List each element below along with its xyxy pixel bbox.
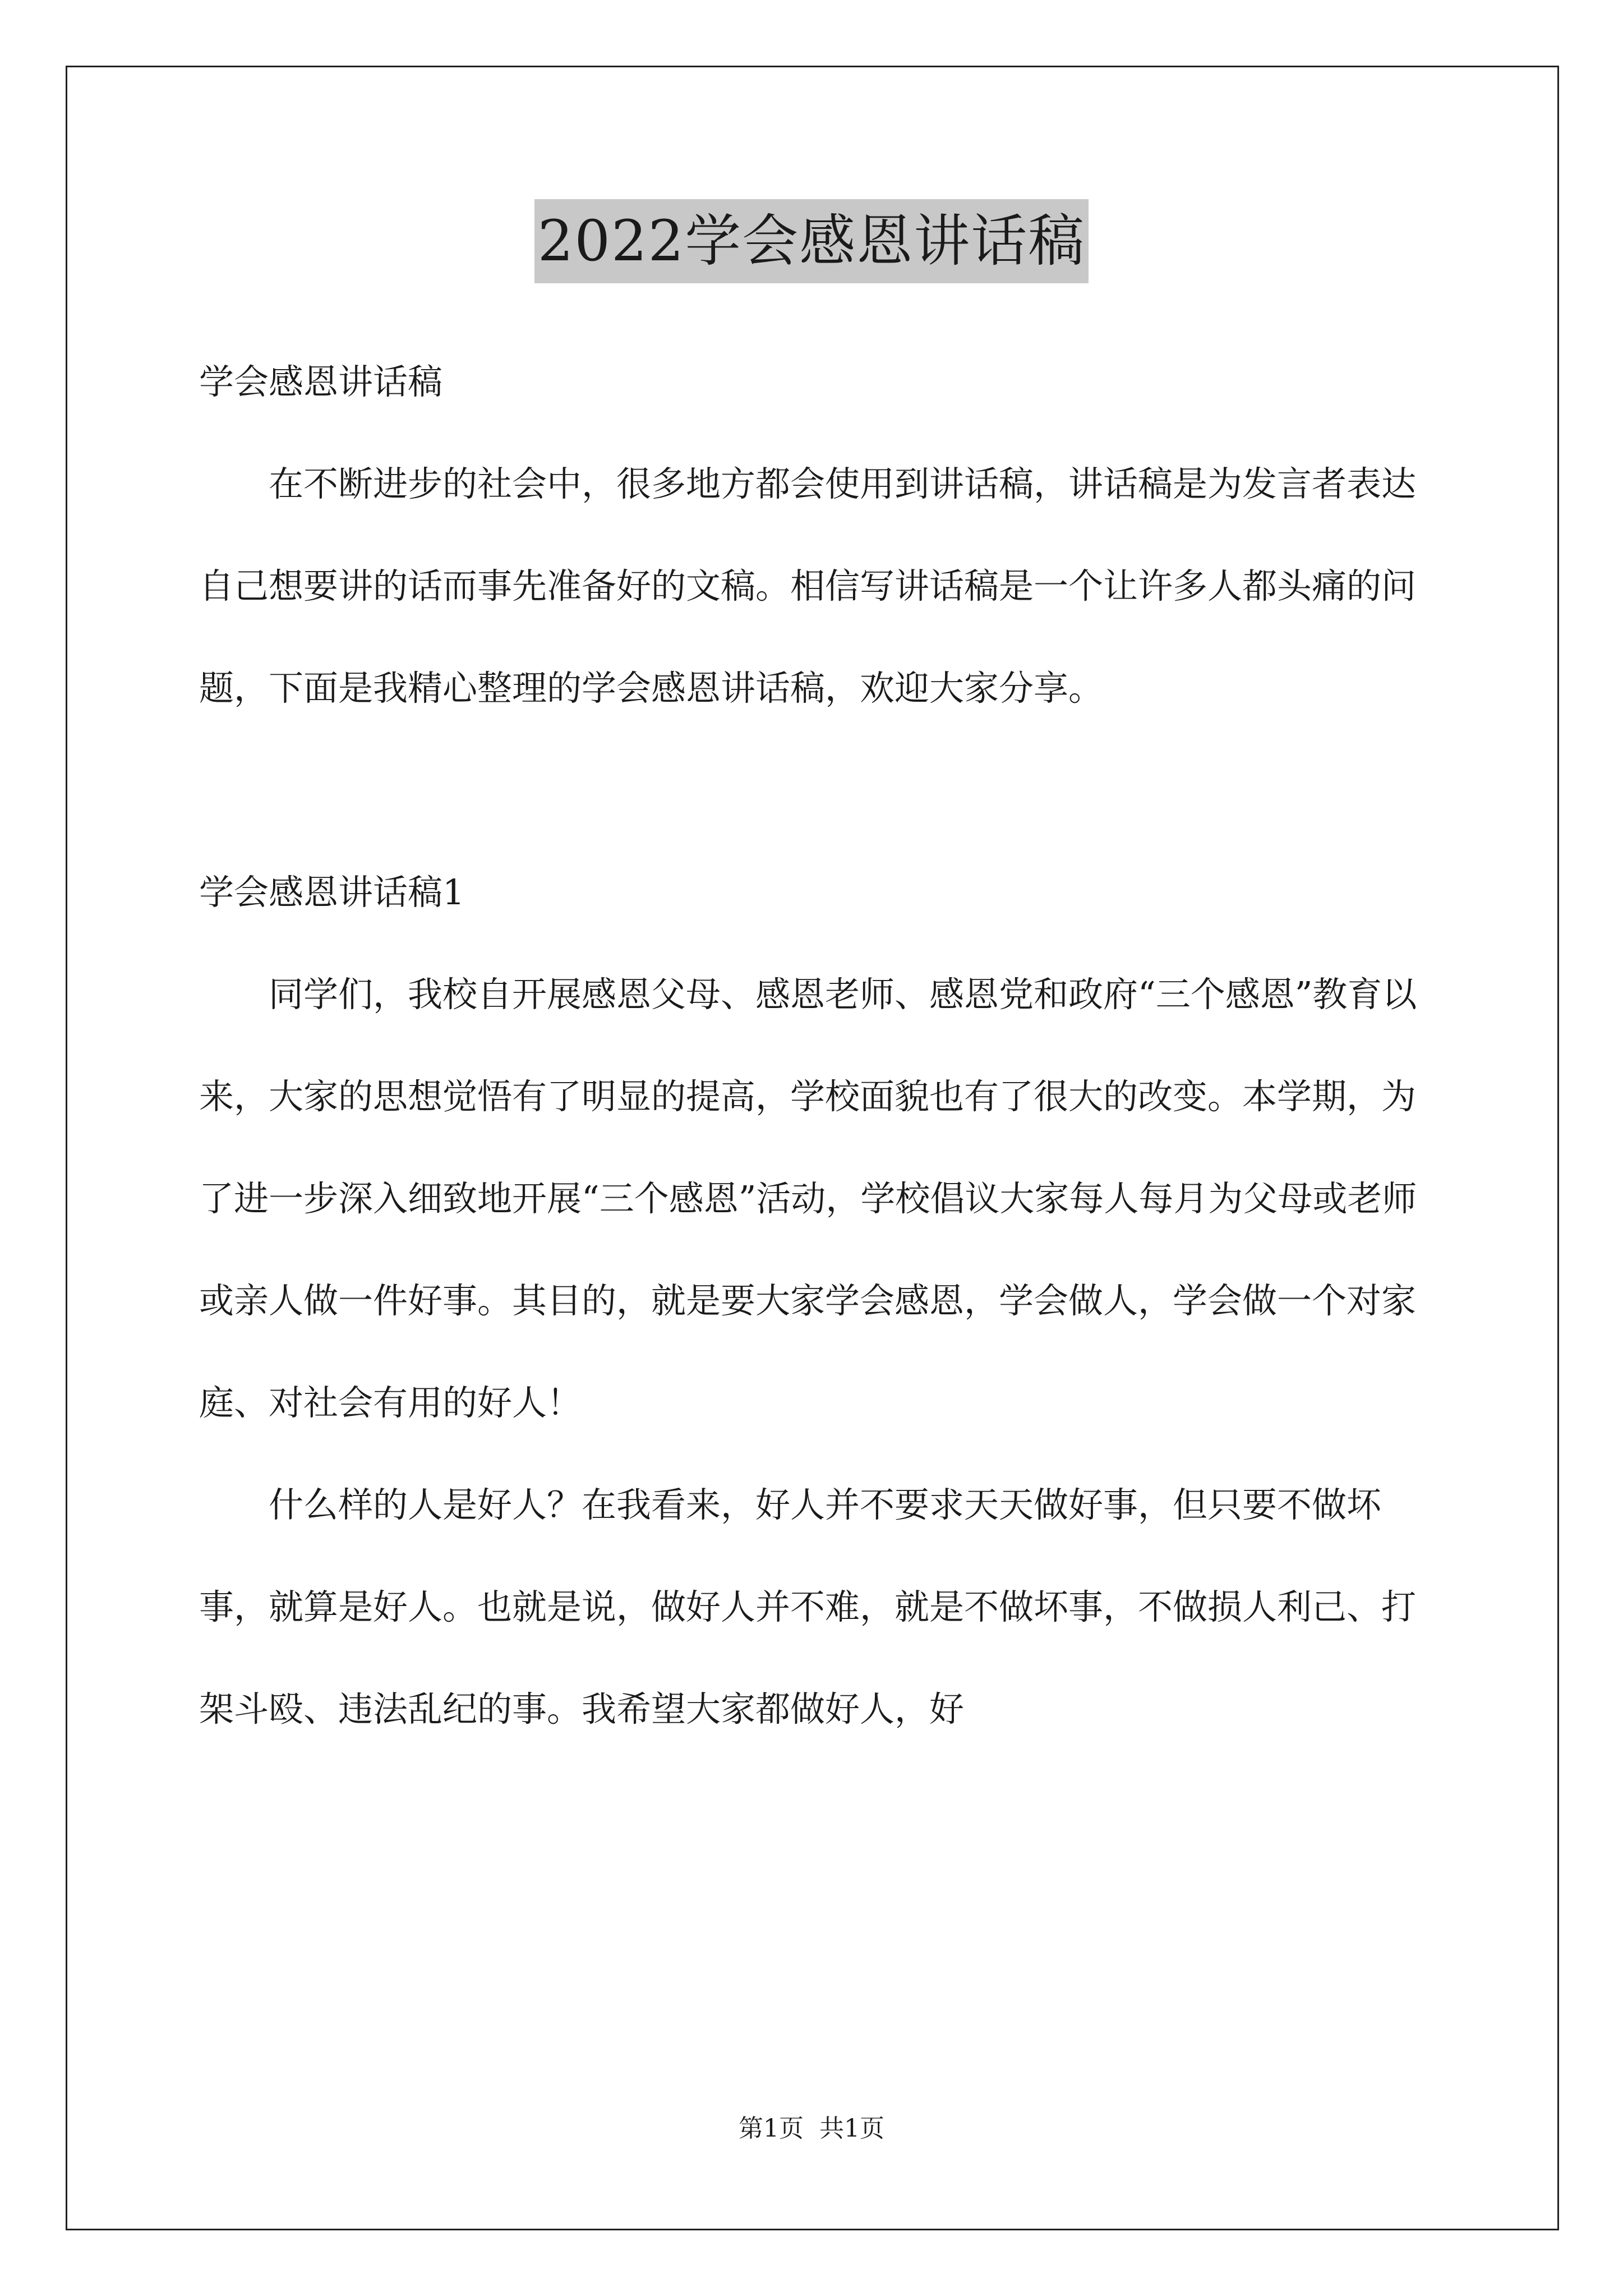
page-total: 共1页 [819, 2114, 884, 2143]
spacer [199, 739, 1427, 841]
paragraph: 什么样的人是好人？在我看来，好人并不要求天天做好事，但只要不做坏事，就算是好人。也就是说，做好人并不难，就是不做坏事，不做损人利己、打架斗殴、违法乱纪的事。我希望大家都做好人，好 [199, 1484, 1417, 1729]
paragraph: 在不断进步的社会中，很多地方都会使用到讲话稿，讲话稿是为发言者表达自己想要讲的话而事先准备好的文稿。相信写讲话稿是一个让许多人都头痛的问题，下面是我精心整理的学会感恩讲话稿，欢迎大家分享。 [199, 463, 1417, 708]
document-body [199, 331, 1427, 1760]
paragraph: 同学们，我校自开展感恩父母、感恩老师、感恩党和政府“三个感恩”教育以来，大家的思想觉悟有了明显的提高，学校面貌也有了很大的改变。本学期，为了进一步深入细致地开展“三个感恩”活动，学校倡议大家每人每月为父母或老师或亲人做一件好事。其目的，就是要大家学会感恩，学会做人，学会做一个对家庭、对社会有用的好人！ [199, 974, 1417, 1423]
section-heading: 学会感恩讲话稿 [199, 361, 443, 402]
section-heading: 学会感恩讲话稿1 [199, 872, 465, 913]
page-footer [0, 2112, 1623, 2146]
document-title: 2022学会感恩讲话稿 [534, 199, 1089, 283]
page-number: 第1页 [739, 2114, 804, 2143]
title-container [0, 199, 1623, 283]
